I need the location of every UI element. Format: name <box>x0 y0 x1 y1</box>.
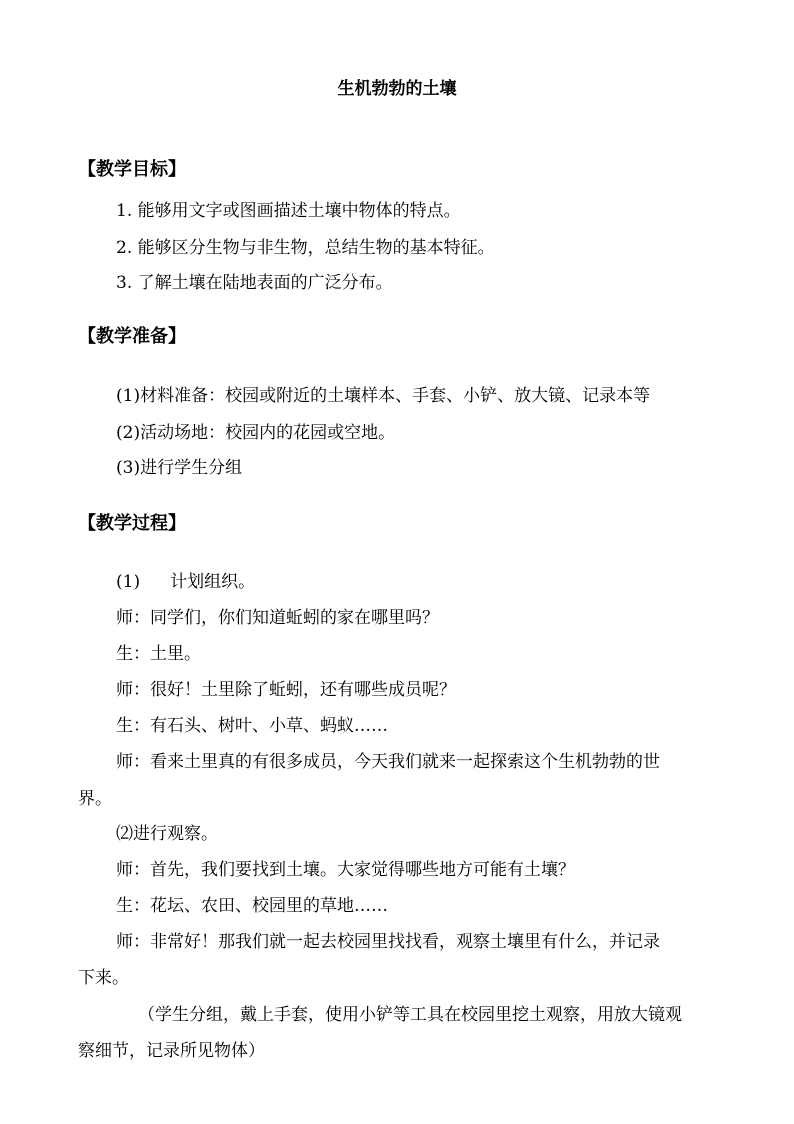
dialogue-line: 生：土里。 <box>116 644 201 664</box>
goal-item: 1. 能够用文字或图画描述土壤中物体的特点。 <box>116 201 461 221</box>
activity-note: （学生分组，戴上手套，使用小铲等工具在校园里挖土观察，用放大镜观 <box>138 1005 682 1025</box>
heading-teaching-preparation: 【教学准备】 <box>78 326 186 347</box>
dialogue-line-continued: 界。 <box>78 789 112 809</box>
process-step-text: 计划组织。 <box>170 572 256 592</box>
activity-note-continued: 察细节，记录所见物体） <box>78 1041 265 1061</box>
goal-item: 3. 了解土壤在陆地表面的广泛分布。 <box>116 273 393 293</box>
dialogue-line: 师：同学们，你们知道蚯蚓的家在哪里吗？ <box>116 608 439 628</box>
process-step-number: (1) <box>116 572 141 592</box>
dialogue-line: 师：很好！土里除了蚯蚓，还有哪些成员呢？ <box>116 680 456 700</box>
process-step-1 <box>116 570 255 594</box>
dialogue-line: 师：看来土里真的有很多成员，今天我们就来一起探索这个生机勃勃的世 <box>116 752 660 772</box>
dialogue-line: 生：有石头、树叶、小草、蚂蚁…… <box>116 716 388 736</box>
dialogue-line: 师：首先，我们要找到土壤。大家觉得哪些地方可能有土壤？ <box>116 860 575 880</box>
heading-teaching-goals: 【教学目标】 <box>78 159 186 180</box>
dialogue-line-continued: 下来。 <box>78 968 129 988</box>
process-step-2: ⑵进行观察。 <box>116 824 218 844</box>
document-title: 生机勃勃的土壤 <box>337 79 457 99</box>
preparation-item: (2)活动场地：校园内的花园或空地。 <box>116 423 396 443</box>
preparation-item: (3)进行学生分组 <box>116 458 243 478</box>
dialogue-line: 师：非常好！那我们就一起去校园里找找看，观察土壤里有什么，并记录 <box>116 932 660 952</box>
dialogue-line: 生：花坛、农田、校园里的草地…… <box>116 896 388 916</box>
goal-item: 2. 能够区分生物与非生物，总结生物的基本特征。 <box>116 238 495 258</box>
heading-teaching-process: 【教学过程】 <box>78 513 186 534</box>
preparation-item: (1)材料准备：校园或附近的土壤样本、手套、小铲、放大镜、记录本等 <box>116 386 651 406</box>
